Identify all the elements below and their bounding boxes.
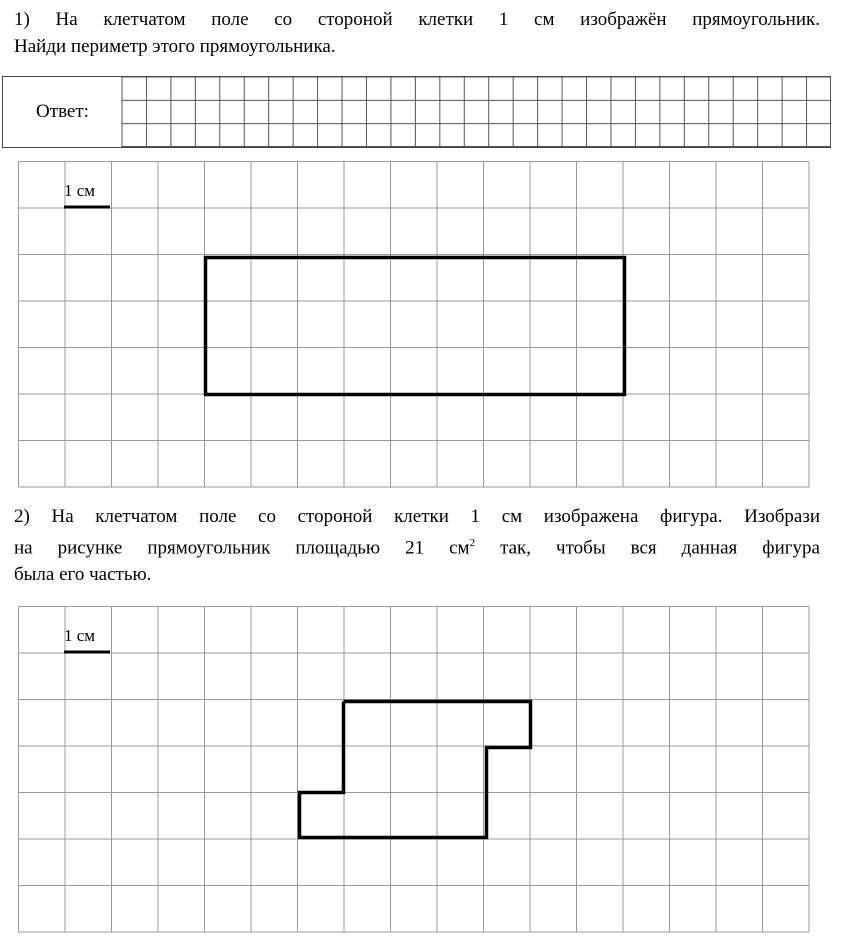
task-2-line-2a: на рисунке прямоугольник площадью 21 см: [14, 537, 470, 559]
task-2-line-2: [14, 530, 820, 561]
task-2-text: [14, 503, 820, 588]
superscript-2: 2: [469, 537, 476, 549]
grid-field-task-2: [19, 607, 810, 933]
task-2-line-3: была его частью.: [14, 564, 152, 586]
rectangle-figure: [206, 258, 625, 395]
scale-label-task-1: 1 см: [64, 181, 96, 200]
grid-field-task-1: [19, 162, 810, 488]
step-figure: [300, 702, 531, 838]
scale-label-task-2: 1 см: [64, 626, 96, 645]
answer-label: Ответ:: [36, 101, 89, 122]
task-1-line-1: 1) На клетчатом поле со стороной клетки 1 см изображён прямоугольник.: [14, 9, 820, 30]
task-2-line-1: 2) На клетчатом поле со стороной клетки 1 см изображена фигура. Изобрази: [14, 506, 820, 527]
task-1-line-2: Найди периметр этого прямоугольника.: [14, 36, 336, 57]
task-2-line-2b: так, чтобы вся данная фигура: [475, 537, 820, 559]
